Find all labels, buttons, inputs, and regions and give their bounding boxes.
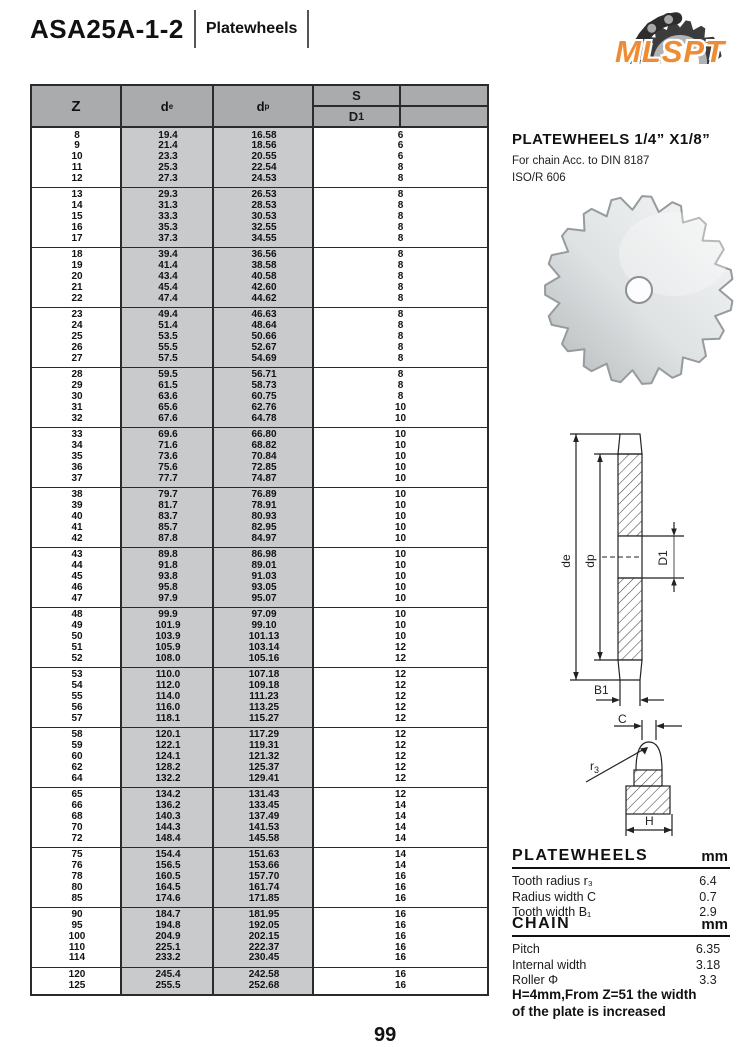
platewheels-spec-table <box>512 847 730 921</box>
b1-dimension-label: B1 <box>594 683 609 697</box>
note-line: of the plate is increased <box>512 1004 666 1019</box>
table-row: 26 55.5 52.67 8 <box>71 341 404 353</box>
table-row: 30 63.6 60.75 8 <box>71 391 404 403</box>
note-line: H=4mm,From Z=51 the width <box>512 987 697 1002</box>
column-header-s-d1 <box>314 86 487 126</box>
column-header-blank <box>401 86 487 105</box>
table-row: 31 65.6 62.76 10 <box>71 401 407 413</box>
table-row: 9 21.4 18.56 6 <box>74 140 404 152</box>
column-header-z: Z <box>71 97 81 115</box>
product-standard-line: For chain Acc. to DIN 8187 <box>512 155 650 167</box>
table-row: 68 140.3 137.49 14 <box>71 810 407 822</box>
spec-row: Internal width 3.18 <box>512 957 721 972</box>
spec-row: Radius width C 0.7 <box>512 889 717 904</box>
r3-dimension-label: $r_3$ <box>590 759 600 775</box>
table-row: 80 164.5 161.74 16 <box>71 881 407 893</box>
de-dimension-label: de <box>559 554 573 568</box>
cross-section-diagram <box>556 428 696 713</box>
brand-logo <box>594 4 746 72</box>
table-group <box>32 427 487 487</box>
table-group <box>32 847 487 907</box>
page-title: ASA25A-1-2 <box>30 13 184 44</box>
table-row: 95 194.8 192.05 16 <box>71 920 407 932</box>
center-hole <box>626 277 652 303</box>
table-row: 54 112.0 109.18 12 <box>71 680 407 692</box>
table-row: 114 233.2 230.45 16 <box>68 952 407 964</box>
divider-bar <box>194 10 196 48</box>
table-row: 55 114.0 111.23 12 <box>71 690 407 702</box>
chain-spec-table <box>512 915 730 989</box>
platewheels-spec-title: PLATEWHEELS <box>512 847 649 864</box>
table-row: 120 245.4 242.58 16 <box>68 969 407 981</box>
table-group <box>32 727 487 787</box>
platewheels-spec-unit: mm <box>701 848 728 865</box>
table-row: 13 29.3 26.53 8 <box>71 189 404 201</box>
table-row: 23 49.4 46.63 8 <box>71 309 404 321</box>
page-number: 99 <box>374 1024 397 1046</box>
table-row: 27 57.5 54.69 8 <box>71 352 404 364</box>
table-row: 53 110.0 107.18 12 <box>71 669 407 681</box>
table-row: 18 39.4 36.56 8 <box>71 249 404 261</box>
table-row: 16 35.3 32.55 8 <box>71 221 404 233</box>
table-row: 72 148.4 145.58 14 <box>71 832 407 844</box>
table-group <box>32 907 487 967</box>
table-row: 44 91.8 89.01 10 <box>71 560 407 572</box>
table-row: 20 43.4 40.58 8 <box>71 271 404 283</box>
column-header-s: S <box>352 88 361 103</box>
table-group <box>32 128 487 187</box>
table-row: 49 101.9 99.10 10 <box>71 620 407 632</box>
table-row: 125 255.5 252.68 16 <box>68 980 407 992</box>
table-row: 36 75.6 72.85 10 <box>71 461 407 473</box>
table-group <box>32 487 487 547</box>
divider-bar <box>307 10 309 48</box>
table-row: 78 160.5 157.70 16 <box>71 870 407 882</box>
h-dimension-label: H <box>645 814 654 828</box>
table-row: 14 31.3 28.53 8 <box>71 200 404 212</box>
spec-row: Tooth radius r₃ 6.4 <box>512 874 717 888</box>
c-dimension-label: C <box>618 712 627 726</box>
product-title: PLATEWHEELS 1/4” X1/8” <box>512 131 711 148</box>
table-row: 50 103.9 101.13 10 <box>71 630 407 642</box>
table-row: 76 156.5 153.66 14 <box>71 860 407 872</box>
spec-row: Tooth width B₁ 2.9 <box>512 905 717 919</box>
table-row: 11 25.3 22.54 8 <box>71 161 404 173</box>
page-header <box>30 10 319 48</box>
table-group <box>32 247 487 307</box>
table-row: 65 134.2 131.43 12 <box>71 789 407 801</box>
table-row: 57 118.1 115.27 12 <box>71 712 407 724</box>
platewheel-dimension-table <box>30 84 489 996</box>
table-row: 25 53.5 50.66 8 <box>71 331 404 343</box>
table-group <box>32 547 487 607</box>
table-row: 52 108.0 105.16 12 <box>71 652 407 664</box>
product-block <box>512 131 742 186</box>
table-row: 62 128.2 125.37 12 <box>71 761 407 773</box>
table-row: 42 87.8 84.97 10 <box>71 532 407 544</box>
table-row: 33 69.6 66.80 10 <box>71 429 407 441</box>
table-row: 40 83.7 80.93 10 <box>71 511 407 522</box>
tooth-profile-diagram <box>576 712 726 842</box>
table-row: 45 93.8 91.03 10 <box>71 570 407 582</box>
table-row: 37 77.7 74.87 10 <box>71 472 407 484</box>
table-group <box>32 187 487 247</box>
spec-row: Pitch 6.35 <box>512 942 721 956</box>
product-standard-line: ISO/R 606 <box>512 172 566 184</box>
chain-spec-title: CHAIN <box>512 915 571 932</box>
table-row: 15 33.3 30.53 8 <box>71 211 404 223</box>
table-row: 41 85.7 82.95 10 <box>71 521 407 533</box>
table-row: 10 23.3 20.55 6 <box>71 151 404 163</box>
table-row: 17 37.3 34.55 8 <box>71 232 404 244</box>
table-group <box>32 667 487 727</box>
table-row: 66 136.2 133.45 14 <box>71 800 407 812</box>
table-row: 22 47.4 44.62 8 <box>71 292 404 304</box>
column-header-de: d e <box>160 98 174 114</box>
sprocket-photo <box>534 192 744 392</box>
table-row: 8 19.4 16.58 6 <box>74 129 404 141</box>
table-row: 59 122.1 119.31 12 <box>71 740 407 752</box>
table-row: 29 61.5 58.73 8 <box>71 380 404 392</box>
table-body <box>32 128 487 994</box>
table-header <box>32 86 487 128</box>
column-header-d1: D 1 <box>348 109 365 124</box>
table-row: 28 59.5 56.71 8 <box>71 369 404 381</box>
table-row: 43 89.8 86.98 10 <box>71 549 407 561</box>
table-row: 85 174.6 171.85 16 <box>71 892 407 904</box>
column-header-blank <box>401 107 487 126</box>
table-row: 32 67.6 64.78 10 <box>71 412 407 424</box>
table-row: 51 105.9 103.14 12 <box>71 641 407 653</box>
dp-dimension-label: dp <box>583 554 597 568</box>
table-row: 38 79.7 76.89 10 <box>71 489 407 501</box>
table-row: 19 41.4 38.58 8 <box>71 260 404 272</box>
table-row: 47 97.9 95.07 10 <box>71 592 407 604</box>
width-note <box>512 986 697 1020</box>
table-row: 64 132.2 129.41 12 <box>71 772 407 784</box>
table-row: 35 73.6 70.84 10 <box>71 451 407 463</box>
column-header-dp: d p <box>256 98 270 114</box>
chain-spec-unit: mm <box>701 916 728 933</box>
table-row: 90 184.7 181.95 16 <box>71 909 407 921</box>
table-group <box>32 967 487 995</box>
table-row: 34 71.6 68.82 10 <box>71 440 407 452</box>
table-row: 60 124.1 121.32 12 <box>71 750 407 762</box>
spec-row: Roller Φ 3.3 <box>512 973 717 987</box>
table-row: 12 27.3 24.53 8 <box>71 172 404 184</box>
table-group <box>32 607 487 667</box>
table-row: 46 95.8 93.05 10 <box>71 581 407 593</box>
table-row: 39 81.7 78.91 10 <box>71 500 407 512</box>
table-group <box>32 367 487 427</box>
table-row: 58 120.1 117.29 12 <box>71 729 407 741</box>
table-row: 21 45.4 42.60 8 <box>71 281 404 293</box>
brand-name: MLSPT <box>614 34 726 69</box>
table-row: 100 204.9 202.15 16 <box>68 930 407 942</box>
d1-dimension-label: D1 <box>656 550 670 566</box>
table-group <box>32 787 487 847</box>
table-row: 70 144.3 141.53 14 <box>71 821 407 833</box>
table-row: 48 99.9 97.09 10 <box>71 609 407 621</box>
page-subtitle: Platewheels <box>205 20 298 37</box>
table-row: 24 51.4 48.64 8 <box>71 320 404 332</box>
table-row: 110 225.1 222.37 16 <box>68 941 407 953</box>
table-row: 75 154.4 151.63 14 <box>71 849 407 861</box>
table-row: 56 116.0 113.25 12 <box>71 701 407 713</box>
table-group <box>32 307 487 367</box>
